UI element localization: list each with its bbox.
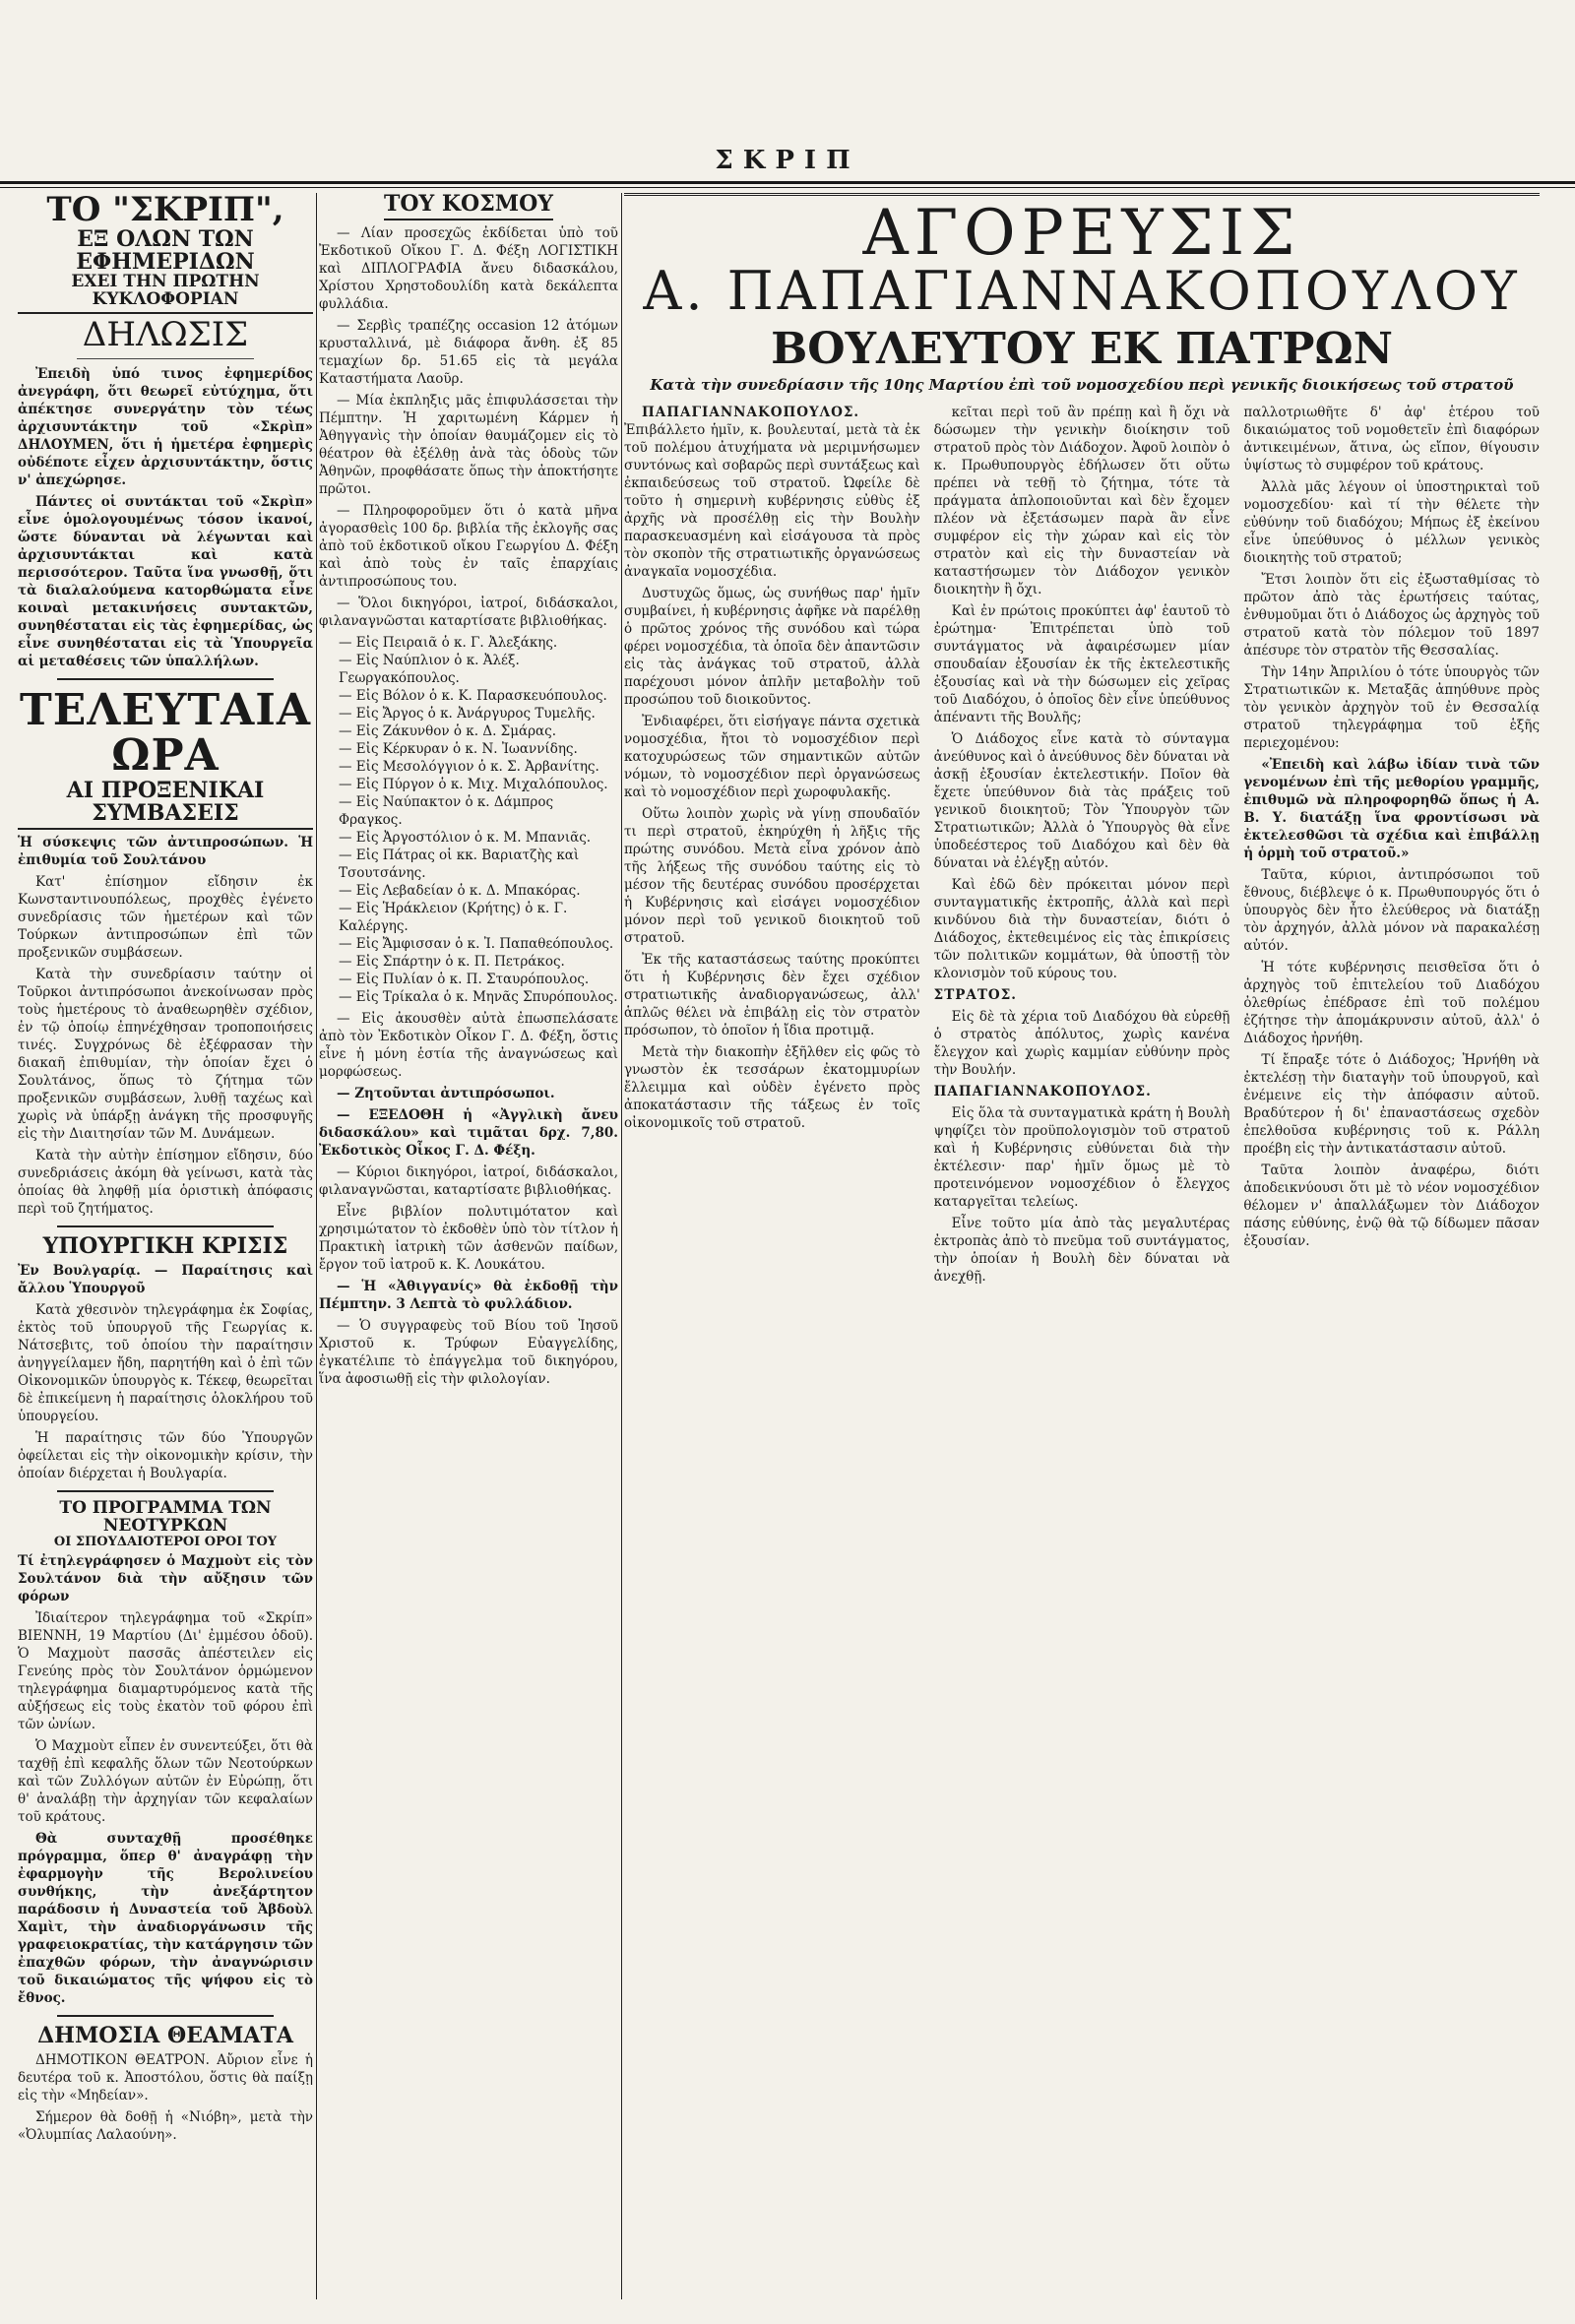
speaker-name: Α. ΠΑΠΑΓΙΑΝΝΑΚΟΠΟΥΛΟΥ [643,260,1521,322]
speech-paragraph: Οὕτω λοιπὸν χωρὶς νὰ γίνῃ σπουδαῖόν τι περὶ στρατοῦ, ἐκηρύχθη ἡ λῆξις τῆς πρώτης συνόδου. Μετὰ εἶνα χρόνον ἀπὸ τῆς λήξεως τῆς συνόδου ταύτης εἰς τὸ μέσον τῆς δευτέρας συνόδου προσέρχεται ἡ Κυβέρνησις καὶ εἰσάγει νομοσχέδιον μόνον περὶ τοῦ γενικοῦ διοικητοῦ τοῦ στρατοῦ. [624,806,920,946]
column-1 [18,193,313,2309]
speech-paragraph: Ἔτσι λοιπὸν ὅτι εἰς ἐξωσταθμίσας τὸ πρῶτον ἀπὸ τὰς ἐρωτήσεις ταύτας, ἐνθυμοῦμαι ὅτι ὁ Διάδοχος ὡς ἀρχηγὸς τοῦ στρατοῦ κατὰ τὸν πόλεμον τοῦ 1897 ἀπέσυρε τὸν στρατὸν τῆς Θεσσαλίας. [1243,572,1540,659]
speech-paragraph: Καὶ ἐν πρώτοις προκύπτει ἀφ' ἑαυτοῦ τὸ ἐρώτημα· Ἐπιτρέπεται ὑπὸ τοῦ συντάγματος νὰ ἀφαιρέσωμεν μίαν σπουδαίαν ἐξουσίαν ἐκ τῆς ἐκτελεστικῆς ἐξουσίας καὶ νὰ τὴν δώσωμεν εἰς χεῖρας τοῦ Διαδόχου, ὁ ὁποῖος δὲν εἶνε ὑπεύθυνος ἀπέναντι τῆς Βουλῆς; [933,603,1230,725]
article-paragraph: Ἡ παραίτησις τῶν δύο Ὑπουργῶν ὀφείλεται εἰς τὴν οἰκονομικὴν κρίσιν, τὴν ὁποίαν διέρχεται ἡ Βουλγαρία. [18,1429,313,1481]
notice: — Σερβὶς τραπέζης occasion 12 ἀτόμων κρυσταλλινά, μὲ διάφορα ἄνθη. ἐξ 85 τεμαχίων δρ. 51.65 εἰς τὰ μεγάλα Καταστήματα Λαοῦρ. [319,318,618,388]
speaker-label: ΠΑΠΑΓΙΑΝΝΑΚΟΠΟΥΛΟΣ. [933,1084,1152,1099]
notice: — Ζητοῦνται ἀντιπρόσωποι. [337,1086,555,1102]
divider [57,2015,274,2017]
article-paragraph: Θὰ συνταχθῇ προσέθηκε πρόγραμμα, ὅπερ θ' ἀναγράφῃ τὴν ἐφαρμογὴν τῆς Βερολινείου συνθήκης, τὴν ἀνεξάρτητον παράδοσιν ἡ Δυναστεία τοῦ Ἀβδοὺλ Χαμὶτ, τὴν ἀναδιοργάνωσιν τῆς γραφειοκρατίας, τὴν κατάργησιν τῶν ἐπαχθῶν φόρων, τὴν ἀναγνώρισιν τοῦ δικαιώματος τῆς ψήφου εἰς τὸ ἔθνος. [18,1831,313,2007]
list-item: — Εἰς Πάτρας οἱ κκ. Βαριατζὴς καὶ Τσουτσάνης. [339,848,580,882]
speech-paragraph: Ἡ τότε κυβέρνησις πεισθεῖσα ὅτι ὁ ἀρχηγὸς τοῦ ἐπιτελείου τοῦ Διαδόχου ὀλεθρίως ἐπέδρασε ἐπὶ τοῦ πολέμου ἐζήτησε τὴν ἀπομάκρυνσιν αὐτοῦ, ἀλλ' ὁ Διάδοχος ἠρνήθη. [1243,960,1540,1046]
column-divider [621,193,622,2299]
list-item: — Εἰς Πειραιᾶ ὁ κ. Γ. Ἀλεξάκης. [339,635,558,652]
list-item: — Εἰς Ναύπακτον ὁ κ. Δάμπρος Φραγκος. [339,794,554,829]
masthead-rule [0,181,1575,184]
list-item: — Εἰς Τρίκαλα ὁ κ. Μηνᾶς Σπυρόπουλος. [339,989,618,1006]
speaker-label: ΣΤΡΑΤΟΣ. [933,987,1017,1003]
crisis-lede: Ἐν Βουλγαρίᾳ. — Παραίτησις καὶ ἄλλου Ὑπουργοῦ [18,1262,313,1296]
agents-list [319,634,618,1006]
notice: — ΕΞΕΔΟΘΗ ἡ «Ἀγγλικὴ ἄνευ διδασκάλου» καὶ τιμᾶται δρχ. 7,80. Ἐκδοτικὸς Οἶκος Γ. Δ. Φέξη. [319,1107,618,1160]
article-paragraph: Ἰδιαίτερον τηλεγράφημα τοῦ «Σκρίπ» ΒΙΕΝΝΗ, 19 Μαρτίου (Δι' ἐμμέσου ὁδοῦ). Ὁ Μαχμοὺτ πασσᾶς ἀπέστειλεν εἰς Γενεύης πρὸς τὸν Σουλτάνον ὁρμώμενον τηλεγράφημα διαμαρτυρόμενος κατὰ τῆς αὐξήσεως εἰς τοὺς ἐκατὸν τοῦ φόρου ἐπὶ τῶν ὠνίων. [18,1610,313,1733]
program-heading: ΤΟ ΠΡΟΓΡΑΜΜΑ ΤΩΝ ΝΕΟΤΥΡΚΩΝ [59,1497,272,1536]
list-item: — Εἰς Ἄμφισσαν ὁ κ. Ἰ. Παπαθεόπουλος. [339,936,614,953]
speech-paragraph: Τὴν 14ην Ἀπριλίου ὁ τότε ὑπουργὸς τῶν Στρατιωτικῶν κ. Μεταξᾶς ἀπηύθυνε πρὸς τὸν γενικὸν ἀρχηγὸν τοῦ ἐν Θεσσαλίᾳ στρατοῦ τηλεγράφημα τοῦ ἑξῆς περιεχομένου: [1243,664,1540,751]
notice: Εἶνε βιβλίον πολυτιμότατον καὶ χρησιμώτατον τὸ ἐκδοθὲν ὑπὸ τὸν τίτλον ἡ Πρακτικὴ ἰατρικὴ τῶν ἀσθενῶν παίδων, ἔργον τοῦ ἰατροῦ κ. Κ. Λουκάτου. [319,1204,618,1274]
spectacles-heading: ΔΗΜΟΣΙΑ ΘΕΑΜΑΤΑ [37,2023,293,2049]
speech-paragraph: Εἶνε τοῦτο μία ἀπὸ τὰς μεγαλυτέρας ἐκτροπὰς ἀπὸ τὸ πνεῦμα τοῦ συντάγματος, τὴν ὁποίαν ἡ Βουλὴ δὲν δύναται νὰ ἀνεχθῇ. [933,1216,1230,1285]
list-item: — Εἰς Βόλον ὁ κ. Κ. Παρασκευόπουλος. [339,688,607,705]
scrip-subtitle: ΕΞ ΟΛΩΝ ΤΩΝ ΕΦΗΜΕΡΙΔΩΝ [76,225,255,275]
speaker-role: ΒΟΥΛΕΥΤΟΥ ΕΚ ΠΑΤΡΩΝ [771,324,1393,374]
list-item: — Εἰς Ἡράκλειον (Κρήτης) ὁ κ. Γ. Καλέργης. [339,901,568,935]
list-item: — Εἰς Κέρκυραν ὁ κ. Ν. Ἰωαννίδης. [339,741,578,758]
article-paragraph: Σήμερον θὰ δοθῇ ἡ «Νιόβη», μετὰ τὴν «Ὀλυμπίας Λαλαούνη». [18,2109,313,2144]
speech-paragraph: Εἰς δὲ τὰ χέρια τοῦ Διαδόχου θὰ εὑρεθῇ ὁ στρατὸς ἀπόλυτος, χωρὶς κανένα ἔλεγχον καὶ χωρὶς καμμίαν εὐθύνην πρὸς τὴν Βουλήν. [933,1009,1230,1078]
divider [57,1490,274,1492]
notice: — Μία ἐκπληξις μᾶς ἐπιφυλάσσεται τὴν Πέμπτην. Ἡ χαριτωμένη Κάρμεν ἡ Ἀθηγγανὶς τὴν ὁποίαν θαυμάζομεν εἰς τὸ θέατρον θὰ ἐξέλθῃ ἀνὰ τὰς ὁδοὺς τῶν Ἀθηνῶν, προφθάσατε ὅπως τὴν ἀποκτήσητε πρῶτοι. [319,393,618,498]
list-item: — Εἰς Μεσολόγγιον ὁ κ. Σ. Ἀρβανίτης. [339,759,599,776]
speech-paragraph: Ἐνδιαφέρει, ὅτι εἰσήγαγε πάντα σχετικὰ νομοσχέδια, ἤτοι τὸ νομοσχέδιον περὶ κατοχυρώσεως τῶν σημαντικῶν αὐτῶν νόμων, τὸ νομοσχέδιον περὶ ὀργανώσεως καὶ τὸ νομοσχέδιον περὶ χωροφυλακῆς. [624,714,920,800]
speech-paragraph: Δυστυχῶς ὅμως, ὡς συνήθως παρ' ἡμῖν συμβαίνει, ἡ κυβέρνησις ἀφῆκε νὰ παρέλθῃ ὁ πρῶτος χρόνος τῆς συνόδου καὶ τώρα φέρει νομοσχέδια, τὰ ὁποῖα δὲν ἀπαντῶσιν εἰς τὰς ἀνάγκας τοῦ στρατοῦ, ἀλλὰ παρέχουσι μόνον ἁπλῆν μεταβολὴν τοῦ προσώπου τοῦ διοικοῦντος. [624,586,920,708]
list-item: — Εἰς Ναύπλιον ὁ κ. Ἀλέξ. Γεωργακόπουλος. [339,653,520,687]
notice: — Ὁ συγγραφεὺς τοῦ Βίου τοῦ Ἰησοῦ Χριστοῦ κ. Τρύφων Εὐαγγελίδης, ἐγκατέλιπε τὸ ἐπάγγελμα τοῦ δικηγόρου, ἵνα ἀφοσιωθῇ εἰς τὴν φιλολογίαν. [319,1318,618,1388]
speech-paragraph: Μετὰ τὴν διακοπὴν ἐξῆλθεν εἰς φῶς τὸ γνωστὸν ἐκ τεσσάρων ἐκατομμυρίων ἔλλειμμα καὶ οὐδὲν ἐγένετο πρὸς ἀποκατάστασιν τῆς τάξεως ἐν τοῖς οἰκονομικοῖς τοῦ στρατοῦ. [624,1044,920,1131]
divider [57,678,274,680]
speech-column-b [934,400,1230,1289]
article-paragraph: ΔΗΜΟΤΙΚΟΝ ΘΕΑΤΡΟΝ. Αὔριον εἶνε ἡ δευτέρα τοῦ κ. Ἀποστόλου, ὅστις θὰ παίξῃ εἰς τὴν «Μηδείαν». [18,2052,313,2104]
speech-subtitle: Κατὰ τὴν συνεδρίασιν τῆς 10ης Μαρτίου ἐπὶ τοῦ νομοσχεδίου περὶ γενικῆς διοικήσεως τοῦ στρατοῦ [650,376,1514,394]
divider [57,1225,274,1227]
scrip-subtitle2: ΕΧΕΙ ΤΗΝ ΠΡΩΤΗΝ ΚΥΚΛΟΦΟΡΙΑΝ [18,274,313,314]
speech-column-c [1243,400,1540,1289]
notice: — Εἰς ἀκουσθὲν αὐτὰ ἐπωσπελάσατε ἀπὸ τὸν Ἐκδοτικὸν Οἶκον Γ. Δ. Φέξη, ὅστις εἶνε ἡ μόνη ἑστία τῆς ἀναγνώσεως καὶ μορφώσεως. [319,1011,618,1081]
list-item: — Εἰς Ἄργος ὁ κ. Ἀνάργυρος Τυμελῆς. [339,706,596,722]
notice: — Ὅλοι δικηγόροι, ἰατροί, διδάσκαλοι, φιλαναγνῶσται καταρτίσατε βιβλιοθήκας. [319,596,618,630]
speech-paragraph: Τί ἔπραξε τότε ὁ Διάδοχος; Ἠρνήθη νὰ ἐκτελέσῃ τὴν διαταγὴν τοῦ ὑπουργοῦ, καὶ ἐνέμεινε εἰς τὴν ἀπόφασιν αὐτοῦ. Βραδύτερον ἡ δι' ἐπαναστάσεως σχεδὸν ἐπελθοῦσα κυβέρνησις τοῦ κ. Ράλλη προέβη εἰς τὴν ἀντικατάστασιν αὐτοῦ. [1243,1052,1540,1157]
list-item: — Εἰς Λεβαδείαν ὁ κ. Δ. Μπακόρας. [339,883,581,900]
speech-paragraph: Εἰς ὅλα τὰ συνταγματικὰ κράτη ἡ Βουλὴ ψηφίζει τὸν προϋπολογισμὸν τοῦ στρατοῦ καὶ ἡ Κυβέρνησις εὐθύνεται διὰ τὴν ἐκτέλεσιν· παρ' ἡμῖν ὅμως μὲ τὸ προτεινόμενον νομοσχέδιον ὁ ἔλεγχος καταργεῖται τελείως. [933,1105,1230,1210]
crisis-heading: ΥΠΟΥΡΓΙΚΗ ΚΡΙΣΙΣ [42,1232,288,1259]
world-heading: ΤΟΥ ΚΟΣΜΟΥ [384,193,553,220]
article-paragraph: Κατ' ἐπίσημον εἴδησιν ἐκ Κωνσταντινουπόλεως, προχθὲς ἐγένετο συνεδρίασις τῶν ἡμετέρων καὶ τῶν Τούρκων ἀντιπροσώπων ἐπὶ τῶν προξενικῶν συμβάσεων. [18,873,313,961]
notice: — Κύριοι δικηγόροι, ἰατροί, διδάσκαλοι, φιλαναγνῶσται, καταρτίσατε βιβλιοθήκας. [319,1164,618,1199]
notice: — Ἡ «Ἀθιγγανίς» θὰ ἐκδοθῇ τὴν Πέμπτην. 3 Λεπτὰ τὸ φυλλάδιον. [319,1279,618,1313]
program-lede: Τί ἐτηλεγράφησεν ὁ Μαχμοὺτ εἰς τὸν Σουλτάνον διὰ τὴν αὔξησιν τῶν φόρων [18,1553,313,1605]
speech-columns [624,400,1540,1289]
notice: — Λίαν προσεχῶς ἐκδίδεται ὑπὸ τοῦ Ἐκδοτικοῦ Οἴκου Γ. Δ. Φέξη ΛΟΓΙΣΤΙΚΗ καὶ ΔΙΠΛΟΓΡΑΦΙΑ ἄνευ διδασκάλου, Χρίστου Χρηστοδουλίδη κατὰ δεκάλεπτα φυλλάδια. [319,225,618,313]
speech-paragraph: κεῖται περὶ τοῦ ἂν πρέπῃ καὶ ἢ ὄχι νὰ δώσωμεν τὴν γενικὴν διοίκησιν τοῦ στρατοῦ πρὸς τὸν Διάδοχον. Ἀφοῦ λοιπὸν ὁ κ. Πρωθυπουργὸς ἐδήλωσεν ὅτι οὕτω πρέπει νὰ τεθῇ τὸ ζήτημα, τότε τὰ πράγματα ἁπλοποιοῦνται καὶ δὲν ἔχομεν πλέον νὰ ἐξετάσωμεν παρὰ ἂν εἶνε συμφέρον εἰς τὴν χώραν καὶ εἰς τὸν στρατὸν καὶ εἰς τὴν δυναστείαν νὰ καταστήσωμεν τὸν Διάδοχον γενικὸν διοικητὴν ἢ ὄχι. [933,405,1230,597]
speech-paragraph: Ὁ Διάδοχος εἶνε κατὰ τὸ σύνταγμα ἀνεύθυνος καὶ ὁ ἀνεύθυνος δὲν δύναται νὰ ἀσκῇ ἐξουσίαν ἐκτελεστικήν. Ποῖον θὰ ἔχετε ὑπεύθυνον διὰ τὰς πράξεις τοῦ γενικοῦ διοικητοῦ; Τὸν Ὑπουργὸν τῶν Στρατιωτικῶν; Ἀλλὰ ὁ Ὑπουργὸς θὰ εἶνε ὑποδεέστερος τοῦ Διαδόχου καὶ δὲν θὰ δύναται νὰ ἐλέγξῃ αὐτόν. [933,731,1230,871]
article-paragraph: Κατὰ τὴν συνεδρίασιν ταύτην οἱ Τοῦρκοι ἀντιπρόσωποι ἀνεκοίνωσαν πρὸς τοὺς ἡμετέρους τὸ ἀναθεωρηθὲν σχέδιον, ἐν τῷ ὁποίῳ ἐπηνέχθησαν τροποποιήσεις τινές. Συγχρόνως δὲ ἐξέφρασαν τὴν διακαῆ ἐπιθυμίαν, τὴν ὁποίαν ἔχει ὁ Σουλτάνος, ὅπως τὸ ζήτημα τῶν προξενικῶν συμβάσεων, λυθῇ ταχέως καὶ χωρὶς νὰ ὑπάρξῃ ἀνάγκη τῆς προσφυγῆς εἰς τὴν Διαιτησίαν τῶν Μ. Δυνάμεων. [18,966,313,1142]
last-hour-subheading: ΑΙ ΠΡΟΞΕΝΙΚΑΙ ΣΥΜΒΑΣΕΙΣ [18,780,313,830]
column-2 [319,193,618,2309]
list-item: — Εἰς Σπάρτην ὁ κ. Π. Πετράκος. [339,954,565,971]
last-hour-lede: Ἡ σύσκεψις τῶν ἀντιπροσώπων. Ἡ ἐπιθυμία τοῦ Σουλτάνου [18,834,313,868]
speech-column-a [624,400,920,1289]
last-hour-heading: ΤΕΛΕΥΤΑΙΑ ΩΡΑ [20,685,311,782]
speech-section [624,193,1540,2309]
speech-paragraph: Ἐπιβάλλετο ἡμῖν, κ. βουλευταί, μετὰ τὰ ἐκ τοῦ πολέμου ἀτυχήματα νὰ μεριμνήσωμεν συντόνως καὶ σοβαρῶς περὶ συντάξεως καὶ ἐκπαιδεύσεως τοῦ στρατοῦ. Ὠφείλε δὲ τοῦτο ἡ σημερινὴ κυβέρνησις εὐθὺς ἐξ ἀρχῆς νὰ προσέλθῃ εἰς τὴν Βουλὴν παρασκευασμένη καὶ εἰσάγουσα τὰ πρὸς τὸν σκοπὸν τῆς στρατιωτικῆς ὀργανώσεως ἀναγκαῖα νομοσχέδια. [624,422,920,580]
article-paragraph: Ὁ Μαχμοὺτ εἶπεν ἐν συνεντεύξει, ὅτι θὰ ταχθῇ ἐπὶ κεφαλῆς ὅλων τῶν Νεοτούρκων καὶ τῶν Ζυλλόγων αὐτῶν ἐν Εὐρώπῃ, ὅτι θ' ἀναλάβῃ τὴν ἀρχηγίαν τῶν κεφαλαίων τοῦ κράτους. [18,1738,313,1826]
column-divider [316,193,317,2299]
declaration-text: Πάντες οἱ συντάκται τοῦ «Σκρὶπ» εἶνε ὁμολογουμένως τόσον ἱκανοί, ὥστε δύνανται νὰ λέγωνται καὶ ἀρχισυντάκται καὶ κατὰ περισσότερον. Ταῦτα ἵνα γνωσθῇ, ὅτι τὰ διαλαλούμενα κατορθώματα εἶνε κοιναὶ μετακινήσεις συντακτῶν, συνηθέσταται εἰς τὰς ἐφημερίδας, ὡς εἶνε συνηθέσταται εἰς τὰ Ὑπουργεῖα αἱ μεταθέσεις τῶν ὑπαλλήλων. [18,494,313,670]
notice: — Πληροφοροῦμεν ὅτι ὁ κατὰ μῆνα ἀγορασθεὶς 100 δρ. βιβλία τῆς ἐκλογῆς σας ἀπὸ τοῦ ἐκδοτικοῦ οἴκου Γεωργίου Δ. Φέξη καὶ ἀπὸ τοὺς ἐν ταῖς ἐπαρχίαις ἀντιπροσώπους του. [319,503,618,591]
divider [77,358,254,359]
scrip-title: ΤΟ "ΣΚΡΙΠ", [46,193,284,229]
declaration-heading: ΔΗΛΩΣΙΣ [82,314,249,354]
speech-paragraph: Ταῦτα, κύριοι, ἀντιπρόσωποι τοῦ ἔθνους, διέβλεψε ὁ κ. Πρωθυπουργός ὅτι ὁ ὑπουργὸς δὲν ἦτο ἐλεύθερος νὰ διατάξῃ τὸν ἀρχηγόν, ἀλλὰ μόνον νὰ παρακαλέσῃ αὐτόν. [1243,867,1540,954]
article-paragraph: Κατὰ τὴν αὐτὴν ἐπίσημον εἴδησιν, δύο συνεδριάσεις ἀκόμη θὰ γείνωσι, κατὰ τὰς ὁποίας θὰ ληφθῇ μία ὁριστικὴ ἀπόφασις περὶ τοῦ ζητήματος. [18,1147,313,1217]
speech-quote: «Ἐπειδὴ καὶ λάβω ἰδίαν τινὰ τῶν γενομένων ἐπὶ τῆς μεθορίου γραμμῆς, ἐπιθυμῶ νὰ πληροφορηθῶ ὅπως ἡ Α. Β. Υ. διατάξῃ ἵνα φροντίσωσι νὰ ἐκτελεσθῶσι τὰ σχέδια καὶ ἐπιβάλλῃ ἡ ὁρμὴ τοῦ στρατοῦ.» [1243,757,1540,861]
speech-paragraph: Ἐκ τῆς καταστάσεως ταύτης προκύπτει ὅτι ἡ Κυβέρνησις δὲν ἔχει σχέδιον στρατιωτικῆς ἀναδιοργανώσεως, ἀλλ' ἁπλῶς θέλει νὰ ἐπιβάλῃ εἰς τὸν στρατὸν πρόσωπον, τὸ ὁποῖον ἡ ἴδια προτιμᾷ. [624,952,920,1038]
speech-paragraph: Ταῦτα λοιπὸν ἀναφέρω, διότι ἀποδεικνύουσι ὅτι μὲ τὸ νέον νομοσχέδιον θέλομεν ν' ἀπαλλάξωμεν τὸν Διάδοχον πάσης εὐθύνης, ἐνῷ θὰ τῷ δίδωμεν πᾶσαν ἐξουσίαν. [1243,1162,1540,1249]
speech-paragraph: παλλοτριωθῆτε δ' ἀφ' ἑτέρου τοῦ δικαιώματος τοῦ νομοθετεῖν ἐπὶ διαφόρων ἀντικειμένων, ἅτινα, ὡς εἴπον, θίγουσιν ὑψίστως τὸ συμφέρον τοῦ κράτους. [1243,405,1540,473]
speech-title: ΑΓΟΡΕΥΣΙΣ [624,193,1540,265]
masthead-rule-thin [0,187,1575,188]
list-item: — Εἰς Ζάκυνθον ὁ κ. Δ. Σμάρας. [339,723,557,740]
article-paragraph: Κατὰ χθεσινὸν τηλεγράφημα ἐκ Σοφίας, ἐκτὸς τοῦ ὑπουργοῦ τῆς Γεωργίας κ. Νάτσεβιτς, τοῦ ὁποίου τὴν παραίτησιν ἀνηγγείλαμεν ἤδη, παρητήθη καὶ ὁ ἐπὶ τῶν Οἰκονομικῶν ὑπουργὸς κ. Τέκεφ, θεωρεῖται δὲ ἐπικείμενη ἡ παραίτησις ὁλοκλήρου τοῦ ὑπουργείου. [18,1301,313,1424]
speaker-label: ΠΑΠΑΓΙΑΝΝΑΚΟΠΟΥΛΟΣ. [642,405,860,420]
masthead: ΣΚΡΙΠ [715,146,860,175]
list-item: — Εἰς Πύργον ὁ κ. Μιχ. Μιχαλόπουλος. [339,777,608,793]
speech-paragraph: Ἀλλὰ μᾶς λέγουν οἱ ὑποστηρικταὶ τοῦ νομοσχεδίου· καὶ τί τὴν θέλετε τὴν εὐθύνην τοῦ διαδόχου; Μήπως ἐξ ἐκείνου εἶνε ὑπεύθυνος ὁ μέλλων γενικὸς διοικητὴς τοῦ στρατοῦ; [1243,479,1540,566]
list-item: — Εἰς Ἀργοστόλιον ὁ κ. Μ. Μπανιᾶς. [339,830,592,847]
declaration-text: Ἐπειδὴ ὑπό τινος ἐφημερίδος ἀνεγράφη, ὅτι θεωρεῖ εὐτύχημα, ὅτι ἀπέκτησε συνεργάτην τὸν τέως ἀρχισυντάκτην τοῦ «Σκρὶπ» ΔΗΛΟΥΜΕΝ, ὅτι ἡ ἡμετέρα ἐφημερὶς οὐδέποτε εἶχεν ἀρχισυντάκτην, ὅστις ν' ἀπεχώρησε. [18,366,313,489]
speech-paragraph: Καὶ ἐδῶ δὲν πρόκειται μόνον περὶ συνταγματικῆς ἐκτροπῆς, ἀλλὰ καὶ περὶ κινδύνου διὰ τὴν δυναστείαν, διότι ὁ Διάδοχος, ἐκτεθειμένος εἰς τὰς ἐπικρίσεις τῶν πολιτικῶν κομμάτων, θὰ ὑποστῇ τὸν κλονισμὸν τοῦ κύρους του. [933,877,1230,981]
list-item: — Εἰς Πυλίαν ὁ κ. Π. Σταυρόπουλος. [339,972,590,988]
program-subheading: ΟΙ ΣΠΟΥΔΑΙΟΤΕΡΟΙ ΟΡΟΙ ΤΟΥ [53,1534,278,1549]
